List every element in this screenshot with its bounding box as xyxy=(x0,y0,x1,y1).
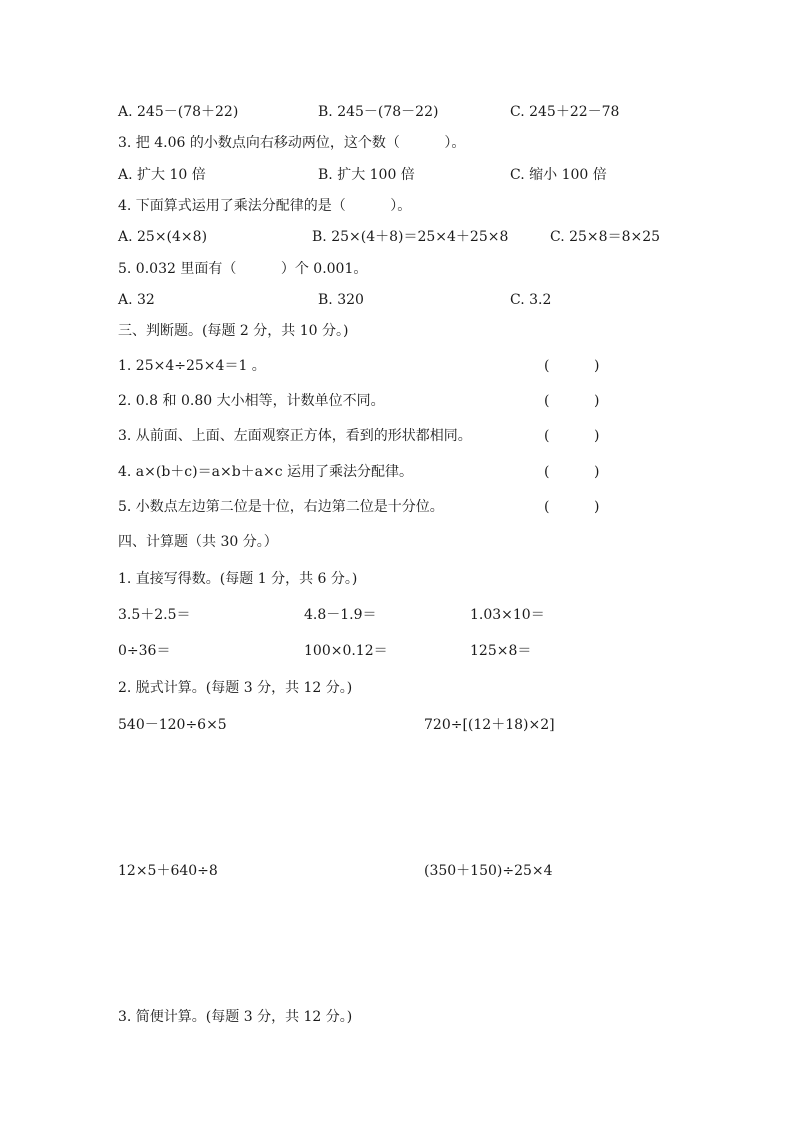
tf-item-4: 4. a×(b＋c)＝a×b＋a×c 运用了乘法分配律。 xyxy=(118,464,414,480)
oral-calc-3: 1.03×10＝ xyxy=(470,607,545,623)
oral-calc-5: 100×0.12＝ xyxy=(304,643,388,659)
q2-option-a: A. 245－(78＋22) xyxy=(118,104,239,120)
tf-answer-blank-5[interactable]: ( ) xyxy=(544,499,600,515)
tf-answer-blank-4[interactable]: ( ) xyxy=(544,464,600,480)
stepwise-calc-1: 540－120÷6×5 xyxy=(118,717,227,733)
tf-answer-blank-3[interactable]: ( ) xyxy=(544,428,600,444)
stepwise-calc-4: (350＋150)÷25×4 xyxy=(424,863,553,879)
tf-item-3: 3. 从前面、上面、左面观察正方体，看到的形状都相同。 xyxy=(118,428,472,444)
section3-heading: 三、判断题。(每题 2 分，共 10 分。) xyxy=(118,323,349,339)
section4-heading: 四、计算题（共 30 分。） xyxy=(118,534,278,550)
q4-option-b: B. 25×(4＋8)＝25×4＋25×8 xyxy=(312,229,509,245)
tf-answer-blank-2[interactable]: ( ) xyxy=(544,393,600,409)
q5-option-c: C. 3.2 xyxy=(510,292,552,308)
calc-part1-heading: 1. 直接写得数。(每题 1 分，共 6 分。) xyxy=(118,571,358,587)
q4-question: 4. 下面算式运用了乘法分配律的是（ ）。 xyxy=(118,198,412,214)
q5-option-a: A. 32 xyxy=(118,292,155,308)
tf-item-5: 5. 小数点左边第二位是十位，右边第二位是十分位。 xyxy=(118,499,444,515)
q4-option-a: A. 25×(4×8) xyxy=(118,229,208,245)
q3-option-b: B. 扩大 100 倍 xyxy=(318,167,415,183)
q5-option-b: B. 320 xyxy=(318,292,364,308)
q5-question: 5. 0.032 里面有（ ）个 0.001。 xyxy=(118,261,368,277)
calc-part2-heading: 2. 脱式计算。(每题 3 分，共 12 分。) xyxy=(118,680,353,696)
q2-option-b: B. 245－(78－22) xyxy=(318,104,439,120)
calc-part3-heading: 3. 简便计算。(每题 3 分，共 12 分。) xyxy=(118,1009,353,1025)
oral-calc-4: 0÷36＝ xyxy=(118,643,171,659)
stepwise-calc-2: 720÷[(12＋18)×2] xyxy=(424,717,555,733)
q3-option-c: C. 缩小 100 倍 xyxy=(510,167,607,183)
q3-question: 3. 把 4.06 的小数点向右移动两位，这个数（ ）。 xyxy=(118,135,466,151)
q3-option-a: A. 扩大 10 倍 xyxy=(118,167,206,183)
stepwise-calc-3: 12×5＋640÷8 xyxy=(118,863,218,879)
tf-item-1: 1. 25×4÷25×4＝1 。 xyxy=(118,358,266,374)
q4-option-c: C. 25×8＝8×25 xyxy=(550,229,661,245)
tf-answer-blank-1[interactable]: ( ) xyxy=(544,358,600,374)
q2-option-c: C. 245＋22－78 xyxy=(510,104,620,120)
oral-calc-1: 3.5＋2.5＝ xyxy=(118,607,191,623)
oral-calc-6: 125×8＝ xyxy=(470,643,532,659)
oral-calc-2: 4.8－1.9＝ xyxy=(304,607,377,623)
tf-item-2: 2. 0.8 和 0.80 大小相等，计数单位不同。 xyxy=(118,393,385,409)
